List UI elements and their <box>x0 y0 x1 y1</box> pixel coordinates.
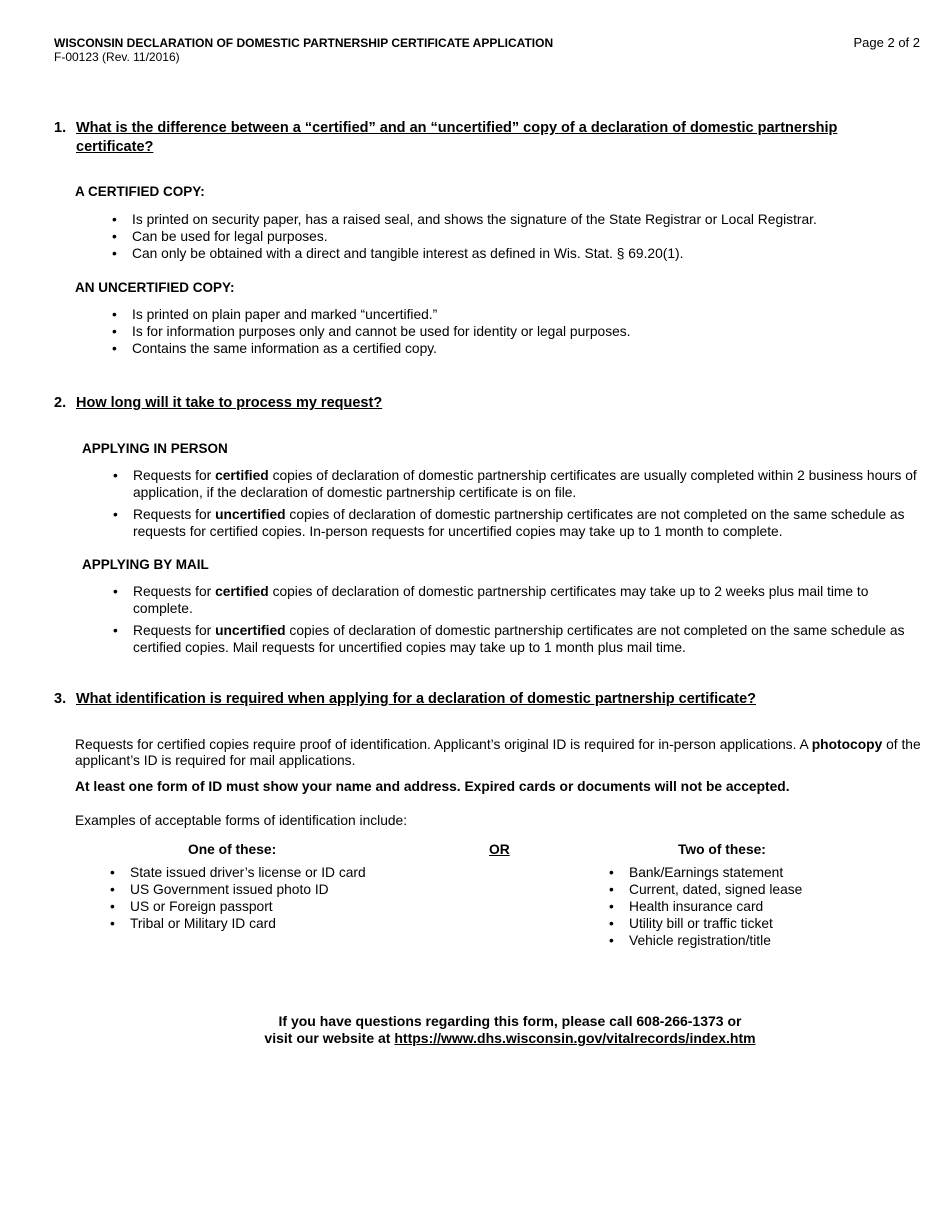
mail-list <box>111 583 923 661</box>
list-item: • Requests for uncertified copies of declaration of domestic partnership certificates are not completed on the same schedule as requests for certified copies. In-person requests for uncertified copies may take up to 1 month to complete. <box>111 506 923 540</box>
list-item: • Is printed on security paper, has a raised seal, and shows the signature of the State Registrar or Local Registrar. <box>110 211 930 228</box>
list-item: • Requests for certified copies of declaration of domestic partnership certificates are usually completed within 2 business hours of application, if the declaration of domestic partnership certificate is on file. <box>111 467 923 501</box>
form-title: WISCONSIN DECLARATION OF DOMESTIC PARTNERSHIP CERTIFICATE APPLICATION <box>54 36 554 50</box>
or-label: OR <box>489 842 510 857</box>
certified-copy-list <box>110 211 930 262</box>
question-2 <box>54 394 904 413</box>
list-item: • Can be used for legal purposes. <box>110 228 930 245</box>
two-of-these-heading: Two of these: <box>678 842 766 857</box>
list-item: • Requests for certified copies of declaration of domestic partnership certificates may take up to 2 weeks plus mail time to complete. <box>111 583 923 617</box>
list-item: • Utility bill or traffic ticket <box>607 915 907 932</box>
two-of-these-list <box>607 864 907 949</box>
contact-website-line: visit our website at https://www.dhs.wisconsin.gov/vitalrecords/index.htm <box>264 1030 756 1046</box>
website-link[interactable]: https://www.dhs.wisconsin.gov/vitalrecords/index.htm <box>394 1030 756 1046</box>
page-number: Page 2 of 2 <box>853 35 920 50</box>
list-item: • Is for information purposes only and cannot be used for identity or legal purposes. <box>110 323 930 340</box>
list-item: • Is printed on plain paper and marked “uncertified.” <box>110 306 930 323</box>
list-item: • US or Foreign passport <box>108 898 438 915</box>
contact-phone-line: If you have questions regarding this form, please call 608-266-1373 or <box>278 1013 742 1029</box>
question-1 <box>54 119 904 157</box>
contact-footer <box>0 1013 950 1047</box>
question-1-number: 1. <box>54 120 67 136</box>
mail-heading: APPLYING BY MAIL <box>82 557 209 572</box>
list-item: • State issued driver’s license or ID card <box>108 864 438 881</box>
question-2-text: How long will it take to process my request? <box>76 395 383 411</box>
uncertified-copy-heading: AN UNCERTIFIED COPY: <box>75 280 235 295</box>
in-person-heading: APPLYING IN PERSON <box>82 441 228 456</box>
list-item: • Can only be obtained with a direct and tangible interest as defined in Wis. Stat. § 69.20(1). <box>110 245 930 262</box>
list-item: • Current, dated, signed lease <box>607 881 907 898</box>
question-3-text: What identification is required when applying for a declaration of domestic partnership certificate? <box>76 691 756 707</box>
question-3-number: 3. <box>54 691 67 707</box>
question-2-number: 2. <box>54 395 67 411</box>
list-item: • Requests for uncertified copies of declaration of domestic partnership certificates are not completed on the same schedule as certified copies. Mail requests for uncertified copies may take up to 1 month plus mail time. <box>111 622 923 656</box>
form-number: F-00123 (Rev. 11/2016) <box>54 50 180 64</box>
list-item: • US Government issued photo ID <box>108 881 438 898</box>
id-requirements-paragraph: Requests for certified copies require proof of identification. Applicant’s original ID is required for in-person applications. A photocopy of the applicant’s ID is required for mail applications. <box>75 737 921 768</box>
id-notice: At least one form of ID must show your name and address. Expired cards or documents will not be accepted. <box>75 779 790 794</box>
list-item: • Health insurance card <box>607 898 907 915</box>
one-of-these-list <box>108 864 438 932</box>
in-person-list <box>111 467 923 545</box>
list-item: • Contains the same information as a certified copy. <box>110 340 930 357</box>
list-item: • Tribal or Military ID card <box>108 915 438 932</box>
list-item: • Bank/Earnings statement <box>607 864 907 881</box>
certified-copy-heading: A CERTIFIED COPY: <box>75 184 205 199</box>
one-of-these-heading: One of these: <box>188 842 277 857</box>
examples-intro: Examples of acceptable forms of identification include: <box>75 813 408 828</box>
uncertified-copy-list <box>110 306 930 357</box>
question-3 <box>54 690 924 709</box>
list-item: • Vehicle registration/title <box>607 932 907 949</box>
question-1-text: What is the difference between a “certified” and an “uncertified” copy of a declaration of domestic partnership certificate? <box>76 120 838 155</box>
